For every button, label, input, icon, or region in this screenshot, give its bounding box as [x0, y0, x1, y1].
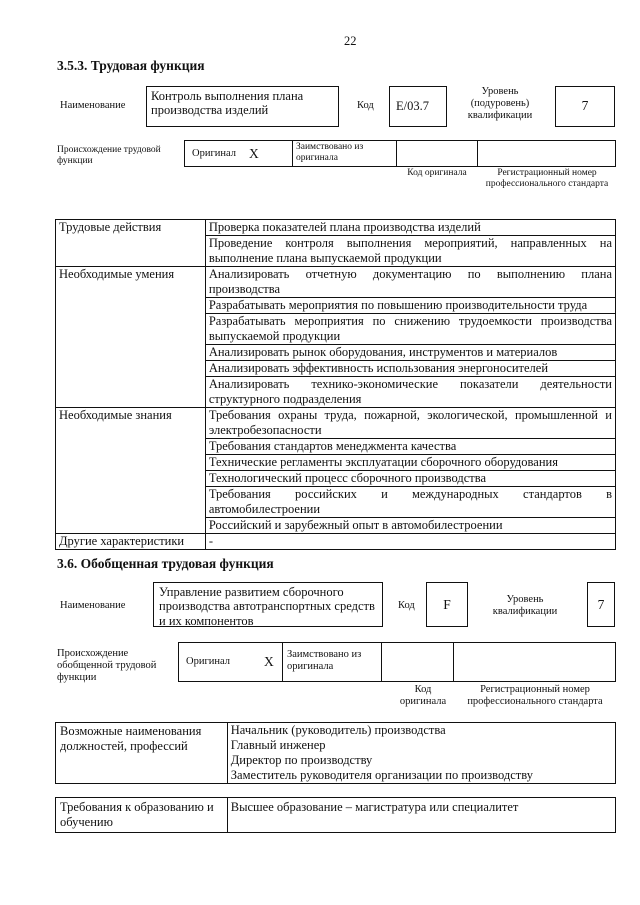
list-item: Технологический процесс сборочного производства	[205, 471, 615, 487]
education-table	[55, 797, 616, 833]
table-row	[56, 798, 616, 833]
divider	[477, 141, 478, 166]
divider	[453, 643, 454, 681]
list-item: Требования стандартов менеджмента качества	[205, 439, 615, 455]
original-label: Оригинал	[186, 656, 230, 667]
divider	[396, 141, 397, 166]
origin-box	[178, 642, 616, 682]
level-box	[555, 86, 615, 127]
table-row	[56, 220, 616, 236]
borrowed-label: Заимствовано из оригинала	[296, 142, 364, 163]
code-original-caption: Код оригинала	[407, 168, 467, 178]
code-box	[389, 86, 447, 127]
table-row	[56, 267, 616, 298]
table-row	[56, 723, 616, 739]
reg-number-caption: Регистрационный номер профессионального стандарта	[485, 168, 609, 189]
level-value: 7	[597, 597, 605, 612]
table-row	[56, 534, 616, 550]
list-item: Анализировать отчетную документацию по выполнению плана производства	[205, 267, 615, 298]
list-item: -	[205, 534, 615, 550]
original-label: Оригинал	[192, 148, 236, 159]
name-box	[146, 86, 339, 127]
divider	[381, 643, 382, 681]
list-item: Разрабатывать мероприятия по снижению трудоемкости производства выпускаемой продукции	[205, 314, 615, 345]
table-row	[56, 408, 616, 439]
code-value: E/03.7	[396, 99, 429, 113]
list-item: Заместитель руководителя организации по производству	[227, 768, 615, 784]
group-label: Необходимые знания	[56, 408, 206, 534]
section-title: 3.6. Обобщенная трудовая функция	[57, 556, 274, 571]
level-label: Уровень квалификации	[492, 594, 558, 618]
list-item: Требования охраны труда, пожарной, экологической, промышленной и электробезопасности	[205, 408, 615, 439]
list-item: Анализировать рынок оборудования, инструментов и материалов	[205, 345, 615, 361]
list-item: Проверка показателей плана производства изделий	[205, 220, 615, 236]
origin-label: Происхождение обобщенной трудовой функции	[57, 648, 157, 684]
work-function-table	[55, 219, 616, 550]
code-label: Код	[398, 600, 415, 611]
education-label: Требования к образованию и обучению	[56, 798, 228, 833]
list-item: Технические регламенты эксплуатации сборочного оборудования	[205, 455, 615, 471]
code-original-caption: Код оригинала	[399, 684, 447, 708]
origin-label: Происхождение трудовой функции	[57, 145, 161, 166]
education-value: Высшее образование – магистратура или специалитет	[227, 798, 615, 833]
positions-table	[55, 722, 616, 784]
name-value: Управление развитием сборочного производства автотранспортных средств и их компонентов	[159, 585, 375, 628]
original-mark: X	[264, 654, 274, 669]
origin-box	[184, 140, 616, 167]
name-label: Наименование	[60, 600, 126, 611]
level-box	[587, 582, 615, 627]
list-item: Анализировать эффективность использования энергоносителей	[205, 361, 615, 377]
name-value: Контроль выполнения плана производства изделий	[151, 89, 304, 118]
group-label: Необходимые умения	[56, 267, 206, 408]
list-item: Разрабатывать мероприятия по повышению производительности труда	[205, 298, 615, 314]
code-box	[426, 582, 468, 627]
list-item: Проведение контроля выполнения мероприятий, направленных на выполнение плана выпускаемой продукции	[205, 236, 615, 267]
name-box	[153, 582, 383, 627]
divider	[292, 141, 293, 166]
level-value: 7	[581, 98, 589, 113]
code-value: F	[443, 597, 451, 612]
list-item: Анализировать технико-экономические показатели деятельности структурного подразделения	[205, 377, 615, 408]
list-item: Директор по производству	[227, 753, 615, 768]
list-item: Главный инженер	[227, 738, 615, 753]
list-item: Российский и зарубежный опыт в автомобилестроении	[205, 518, 615, 534]
borrowed-label: Заимствовано из оригинала	[287, 649, 362, 673]
group-label: Другие характеристики	[56, 534, 206, 550]
page-number: 22	[344, 34, 357, 48]
divider	[282, 643, 283, 681]
name-label: Наименование	[60, 100, 126, 111]
code-label: Код	[357, 100, 374, 111]
reg-number-caption: Регистрационный номер профессионального стандарта	[467, 684, 603, 708]
list-item: Начальник (руководитель) производства	[227, 723, 615, 739]
positions-label: Возможные наименования должностей, профессий	[56, 723, 228, 784]
list-item: Требования российских и международных стандартов в автомобилестроении	[205, 487, 615, 518]
original-mark: X	[249, 146, 259, 161]
group-label: Трудовые действия	[56, 220, 206, 267]
section-title: 3.5.3. Трудовая функция	[57, 58, 205, 73]
level-label: Уровень (подуровень) квалификации	[467, 86, 533, 122]
